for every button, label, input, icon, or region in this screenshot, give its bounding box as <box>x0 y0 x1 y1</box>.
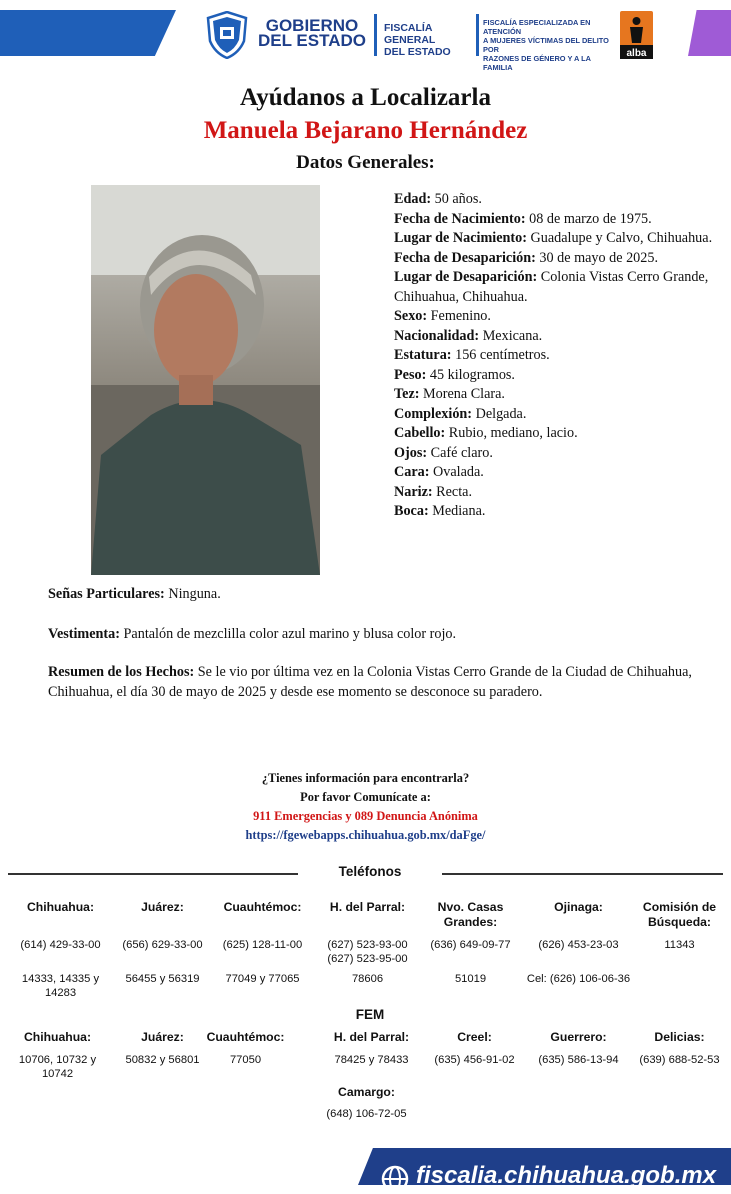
fem-phone: (639) 688-52-53 <box>639 1054 720 1066</box>
svg-text:alba: alba <box>626 48 647 59</box>
detail-value: 30 de mayo de 2025. <box>539 249 659 266</box>
detail-row <box>394 502 714 522</box>
detail-value: Rubio, mediano, lacio. <box>448 425 578 441</box>
telefonos-extension: 51019 <box>454 973 487 985</box>
header-purple-bar <box>688 10 731 56</box>
detail-label: Nacionalidad: <box>394 327 480 344</box>
gobierno-logo-text: GOBIERNO DEL ESTADO <box>258 16 366 50</box>
section-divider <box>442 873 723 875</box>
detail-value: Ovalada. <box>433 464 484 480</box>
telefonos-city: Nvo. Casas Grandes: <box>437 900 504 929</box>
missing-person-name: Manuela Bejarano Hernández <box>203 117 528 144</box>
detail-label: Peso: <box>394 366 427 383</box>
fem-city: Delicias: <box>654 1030 705 1044</box>
detail-row <box>394 249 714 269</box>
detail-value: Café claro. <box>430 444 493 461</box>
detail-value: 45 kilogramos. <box>429 366 515 383</box>
detail-label: Estatura: <box>394 347 452 363</box>
section-divider <box>8 873 298 875</box>
detail-row <box>394 405 714 425</box>
fem-city: Guerrero: <box>550 1030 607 1044</box>
telefonos-phone: (636) 649-09-77 <box>430 939 511 951</box>
detail-label: Cabello: <box>394 425 446 441</box>
telefonos-phone: (627) 523-93-00 (627) 523-95-00 <box>327 939 408 965</box>
fem-camargo-city: Camargo: <box>338 1085 395 1099</box>
detail-row <box>394 210 714 230</box>
telefonos-city: Juárez: <box>141 900 184 914</box>
page-title: Ayúdanos a Localizarla <box>240 84 491 111</box>
header-blue-bar <box>0 10 176 56</box>
detail-row <box>394 346 714 366</box>
fem-city: H. del Parral: <box>333 1030 410 1044</box>
detail-label: Tez: <box>394 386 420 402</box>
detail-row <box>394 366 714 386</box>
fem-phone: (635) 456-91-02 <box>434 1054 515 1066</box>
detail-row <box>394 190 714 210</box>
fem-city: Creel: <box>457 1030 492 1044</box>
fem-city: Juárez: <box>141 1030 184 1044</box>
detail-row <box>394 307 714 327</box>
detail-row <box>394 327 714 347</box>
fem-phone: 50832 y 56801 <box>125 1054 200 1066</box>
telefonos-extension: Cel: (626) 106-06-36 <box>526 973 631 985</box>
detail-row <box>394 444 714 464</box>
fiscalia-especializada-text: FISCALÍA ESPECIALIZADA EN ATENCIÓN A MUJERES VÍCTIMAS DEL DELITO POR RAZONES DE GÉNERO Y A LA FAMILIA <box>483 18 609 72</box>
fiscalia-general-text: FISCALÍA GENERAL DEL ESTADO <box>384 22 451 58</box>
detail-value: Guadalupe y Calvo, Chihuahua. <box>530 230 713 246</box>
resumen-hechos: Resumen de los Hechos: Se le vio por última vez en la Colonia Vistas Cerro Grande de la Ciudad de Chihuahua, Chihuahua, el día 30 de mayo de 2025 y desde ese momento se desconoce su paradero. <box>48 664 692 700</box>
alba-logo-icon <box>620 11 653 59</box>
header-divider <box>374 14 377 56</box>
telefonos-extension: 78606 <box>351 973 384 985</box>
telefonos-phone: (614) 429-33-00 <box>20 939 101 951</box>
detail-label: Cara: <box>394 464 430 480</box>
telefonos-phone: 11343 <box>664 939 695 951</box>
contact-emergency: 911 Emergencias y 089 Denuncia Anónima <box>253 809 478 823</box>
contact-url-link[interactable]: https://fgewebapps.chihuahua.gob.mx/daFge/ <box>245 828 486 842</box>
header-divider <box>476 14 479 56</box>
fem-phone: 10706, 10732 y 10742 <box>18 1054 97 1080</box>
footer-website-link[interactable]: fiscalia.chihuahua.gob.mx <box>416 1162 717 1189</box>
detail-label: Sexo: <box>394 308 428 324</box>
telefonos-extension: 56455 y 56319 <box>125 973 200 985</box>
general-details-list <box>394 190 714 522</box>
detail-value: Femenino. <box>430 308 491 324</box>
detail-label: Lugar de Desaparición: <box>394 269 538 285</box>
detail-label: Nariz: <box>394 483 433 500</box>
telefonos-city: Cuauhtémoc: <box>223 900 302 914</box>
detail-value: Mediana. <box>432 503 486 519</box>
telefonos-city: H. del Parral: <box>329 900 406 914</box>
telefonos-city: Ojinaga: <box>554 900 603 914</box>
detail-label: Complexión: <box>394 405 473 422</box>
telefonos-extension: 77049 y 77065 <box>225 973 300 985</box>
detail-label: Edad: <box>394 191 432 207</box>
fem-phone: 77050 <box>229 1054 262 1066</box>
detail-value: Delgada. <box>475 405 527 422</box>
telefonos-phone: (626) 453-23-03 <box>538 939 619 951</box>
contact-question: ¿Tienes información para encontrarla? <box>261 771 470 785</box>
missing-person-photo <box>91 185 320 575</box>
detail-label: Lugar de Nacimiento: <box>394 230 527 246</box>
detail-row <box>394 385 714 405</box>
fem-title: FEM <box>355 1007 385 1022</box>
detail-value: Mexicana. <box>482 327 543 344</box>
detail-row <box>394 463 714 483</box>
detail-value: Recta. <box>436 483 472 500</box>
telefonos-extension: 14333, 14335 y 14283 <box>21 973 100 999</box>
contact-please: Por favor Comunícate a: <box>300 790 431 804</box>
telefonos-phone: (625) 128-11-00 <box>222 939 303 951</box>
detail-label: Ojos: <box>394 444 428 461</box>
detail-value: 08 de marzo de 1975. <box>529 210 652 227</box>
fem-city: Cuauhtémoc: <box>206 1030 285 1044</box>
detail-value: Morena Clara. <box>423 386 505 402</box>
detail-label: Fecha de Nacimiento: <box>394 210 526 227</box>
telefonos-phone: (656) 629-33-00 <box>122 939 203 951</box>
state-seal-icon <box>206 11 248 59</box>
detail-label: Boca: <box>394 503 429 519</box>
fem-camargo-phone: (648) 106-72-05 <box>326 1108 407 1120</box>
globe-icon <box>380 1164 410 1194</box>
detail-row <box>394 424 714 444</box>
detail-row <box>394 229 714 249</box>
detail-value: 50 años. <box>434 191 482 207</box>
detail-row <box>394 268 714 307</box>
telefonos-city: Chihuahua: <box>26 900 95 914</box>
fem-city: Chihuahua: <box>23 1030 92 1044</box>
detail-label: Fecha de Desaparición: <box>394 249 536 266</box>
senas-particulares: Señas Particulares: Ninguna. <box>48 586 221 602</box>
telefonos-title: Teléfonos <box>338 864 402 879</box>
detail-row <box>394 483 714 503</box>
vestimenta: Vestimenta: Pantalón de mezclilla color azul marino y blusa color rojo. <box>48 626 457 642</box>
detail-value: Colonia Vistas Cerro Grande, Chihuahua, Chihuahua. <box>394 269 709 305</box>
fem-phone: 78425 y 78433 <box>334 1054 409 1066</box>
telefonos-city: Comisión de Búsqueda: <box>642 900 717 929</box>
detail-value: 156 centímetros. <box>455 347 550 363</box>
fem-phone: (635) 586-13-94 <box>538 1054 619 1066</box>
section-title: Datos Generales: <box>296 152 435 173</box>
